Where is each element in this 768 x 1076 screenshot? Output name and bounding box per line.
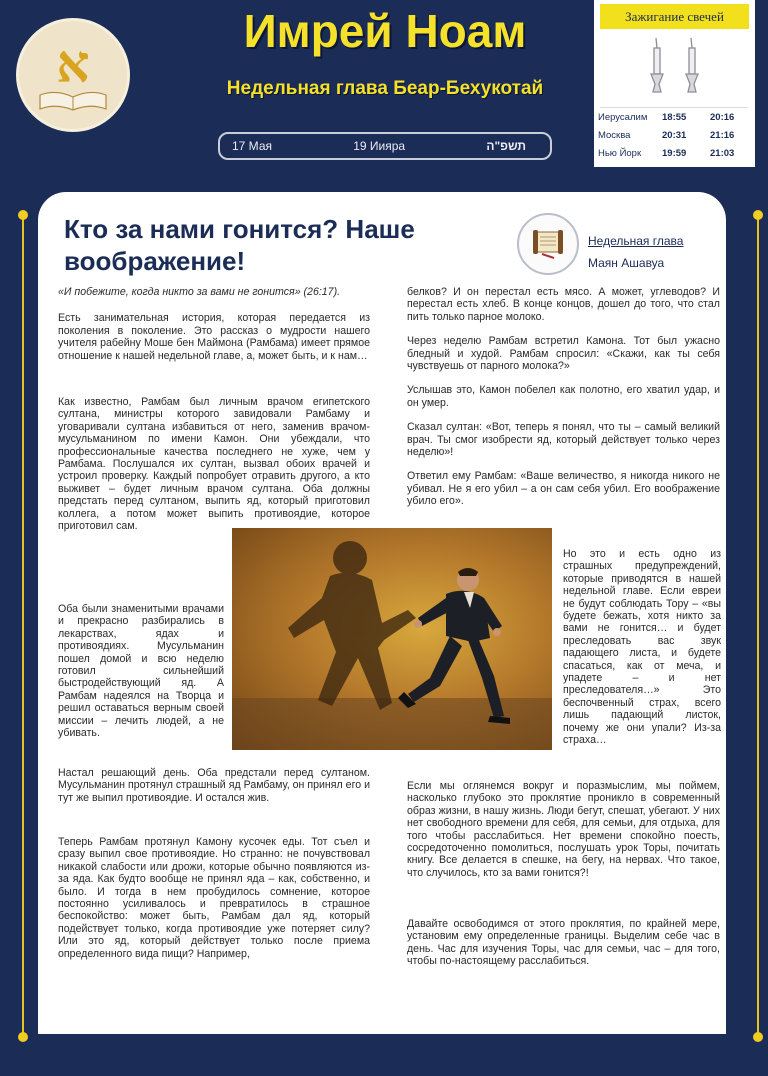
gregorian-date: 17 Мая	[232, 139, 272, 153]
hebrew-year: תשפ"ה	[486, 139, 526, 153]
candle-row-jerusalem	[598, 112, 748, 123]
rail-dot	[753, 1032, 763, 1042]
column-right	[407, 286, 720, 520]
paragraph: Теперь Рамбам протянул Камону кусочек еды. Тот съел и сразу выпил свое противоядие. Но странно: не почувствовал никакой слабости или дрожи, которые обычно появляются из-за яда. Как будто вообще не принял яда – как, собственно, и было. И тогда в нем пробудилось сомнение, которое постоянно усиливалось и превратилось в страшное беспокойство: может быть, Рамбам дал яд, который подействует только, когда противоядие уже потеряет силу? Или это яд, который действует только после приема определенного вида пищи? Например,	[58, 836, 370, 960]
open-book-icon	[38, 89, 108, 111]
candle-lighting-box	[594, 0, 755, 167]
candle-lighting-title: Зажигание свечей	[600, 4, 749, 29]
divider	[600, 107, 748, 108]
column-left-upper	[58, 286, 370, 374]
parasha-title: Недельная глава Беар-Бехукотай	[226, 78, 544, 99]
epigraph-quote: «И побежите, когда никто за вами не гонится» (26:17).	[58, 286, 341, 298]
paragraph: Если мы оглянемся вокруг и поразмыслим, мы поймем, насколько глубоко это проклятие проникло в современный образ жизни, в нашу жизнь. Люди бегут, спешат, убегают. У них нет свободного времени для себя, для семьи, для отдыха, для того чтобы расслабиться. Нет времени спокойно поесть, сосредоточенно помолиться, послушать урок Торы, почитать книгу. Все делается в спешке, на бегу, на нервах. Что такое, что случилось, кто за вами гонится?!	[407, 780, 720, 879]
candle-row-newyork	[598, 148, 748, 159]
havdala-time: 20:16	[710, 112, 735, 123]
paragraph: Услышав это, Камон побелел как полотно, его хватил удар, и он умер.	[407, 384, 720, 409]
paragraph: Есть занимательная история, которая передается из поколения в поколение. Это рассказ о мудрости нашего учителя рабейну Моше бен Маймона (Рамбама) имеет прямое отношение к нашей недельной главе, а, может быть, и к нам…	[58, 312, 370, 362]
paragraph: Оба были знаменитыми врачами и прекрасно разбирались в лекарствах, ядах и противоядиях. Мусульманин пошел домой и всю неделю готовил сильнейший быстродействующий яд. А Рамбам надеялся на Творца и решил оставаться верным своей миссии – лечить людей, а не убивать.	[58, 603, 224, 740]
rail-dot	[18, 210, 28, 220]
city-name: Нью Йорк	[598, 148, 642, 159]
candle-time: 18:55	[662, 112, 687, 123]
city-name: Москва	[598, 130, 631, 141]
logo-letter: א	[56, 34, 90, 95]
paragraph: Как известно, Рамбам был личным врачом египетского султана, министры которого завидовали Рамбаму и уговаривали султана избавиться от него, заменив врачом- мусульманином по имени Камон. Они убеждали, что профессиональные качества последнего не хуже, чем у Рамбама. Послушался их султан, вызвал обоих врачей и устроил проверку. Каждый попробует отравить другого, а кто выживет – будет личным врачом султана. Оба должны предстать перед султаном, выпить яд, который приготовил коллега, а потом может выпить противоядие, которое приготовил сам.	[58, 396, 370, 533]
paragraph: Настал решающий день. Оба предстали перед султаном. Мусульманин протянул страшный яд Рамбаму, он принял его и тут же выпил противоядие. И остался жив.	[58, 767, 370, 804]
city-name: Иерусалим	[598, 112, 648, 123]
paragraph: Через неделю Рамбам встретил Камона. Тот был ужасно бледный и худой. Рамбам спросил: «Скажи, как ты себя чувствуешь от парного молока?»	[407, 335, 720, 373]
candle-time: 20:31	[662, 130, 687, 141]
section-subtitle: Маян Ашавуа	[588, 256, 665, 270]
paragraph: Сказал султан: «Вот, теперь я понял, что ты – самый великий врач. Ты смог изобрести яд, который действует только через неделю»!	[407, 421, 720, 459]
article-title: Кто за нами гонится? Наше воображение!	[64, 214, 415, 276]
right-rail	[757, 218, 759, 1040]
left-rail	[22, 218, 24, 1040]
candlesticks-icon	[646, 34, 702, 96]
section-label: Недельная глава	[588, 234, 684, 248]
brand-title: Имрей Ноам	[243, 5, 527, 57]
hebrew-date: 19 Иияра	[353, 139, 406, 153]
candle-time: 19:59	[662, 148, 687, 159]
havdala-time: 21:03	[710, 148, 735, 159]
paragraph: Давайте освободимся от этого проклятия, по крайней мере, установим ему определенные границы. Выделим себе час в день. Час для изучения Торы, час для семьи, час – для того, чтобы по-настоящему расслабиться.	[407, 918, 720, 968]
illustration-man-fleeing-shadow	[232, 528, 552, 750]
rail-dot	[18, 1032, 28, 1042]
torah-scroll-icon	[517, 213, 579, 275]
paragraph: белков? И он перестал есть мясо. А может, углеводов? И перестал есть хлеб. В конце концов, дошел до того, что стал пить только парное молоко.	[407, 286, 720, 323]
candle-row-moscow	[598, 130, 748, 141]
havdala-time: 21:16	[710, 130, 735, 141]
paragraph: Ответил ему Рамбам: «Ваше величество, я никогда никого не убивал. Не я его убил – а он сам себя убил. Его воображение убило его».	[407, 470, 720, 508]
logo	[16, 18, 130, 132]
rail-dot	[753, 210, 763, 220]
date-bar	[218, 132, 552, 160]
paragraph: Но это и есть одно из страшных предупреждений, которые приводятся в нашей недельной главе. Если евреи не будут соблюдать Тору – «вы будете бежать, хотя никто за вами не гонится… и будет преследовать вас звук падающего листа, и будете спасаться, как от меча, и упадете – и нет преследователя…» Это беспочвенный страх, всего лишь падающий листок, почему же они упали? Из-за страха…	[563, 548, 721, 747]
